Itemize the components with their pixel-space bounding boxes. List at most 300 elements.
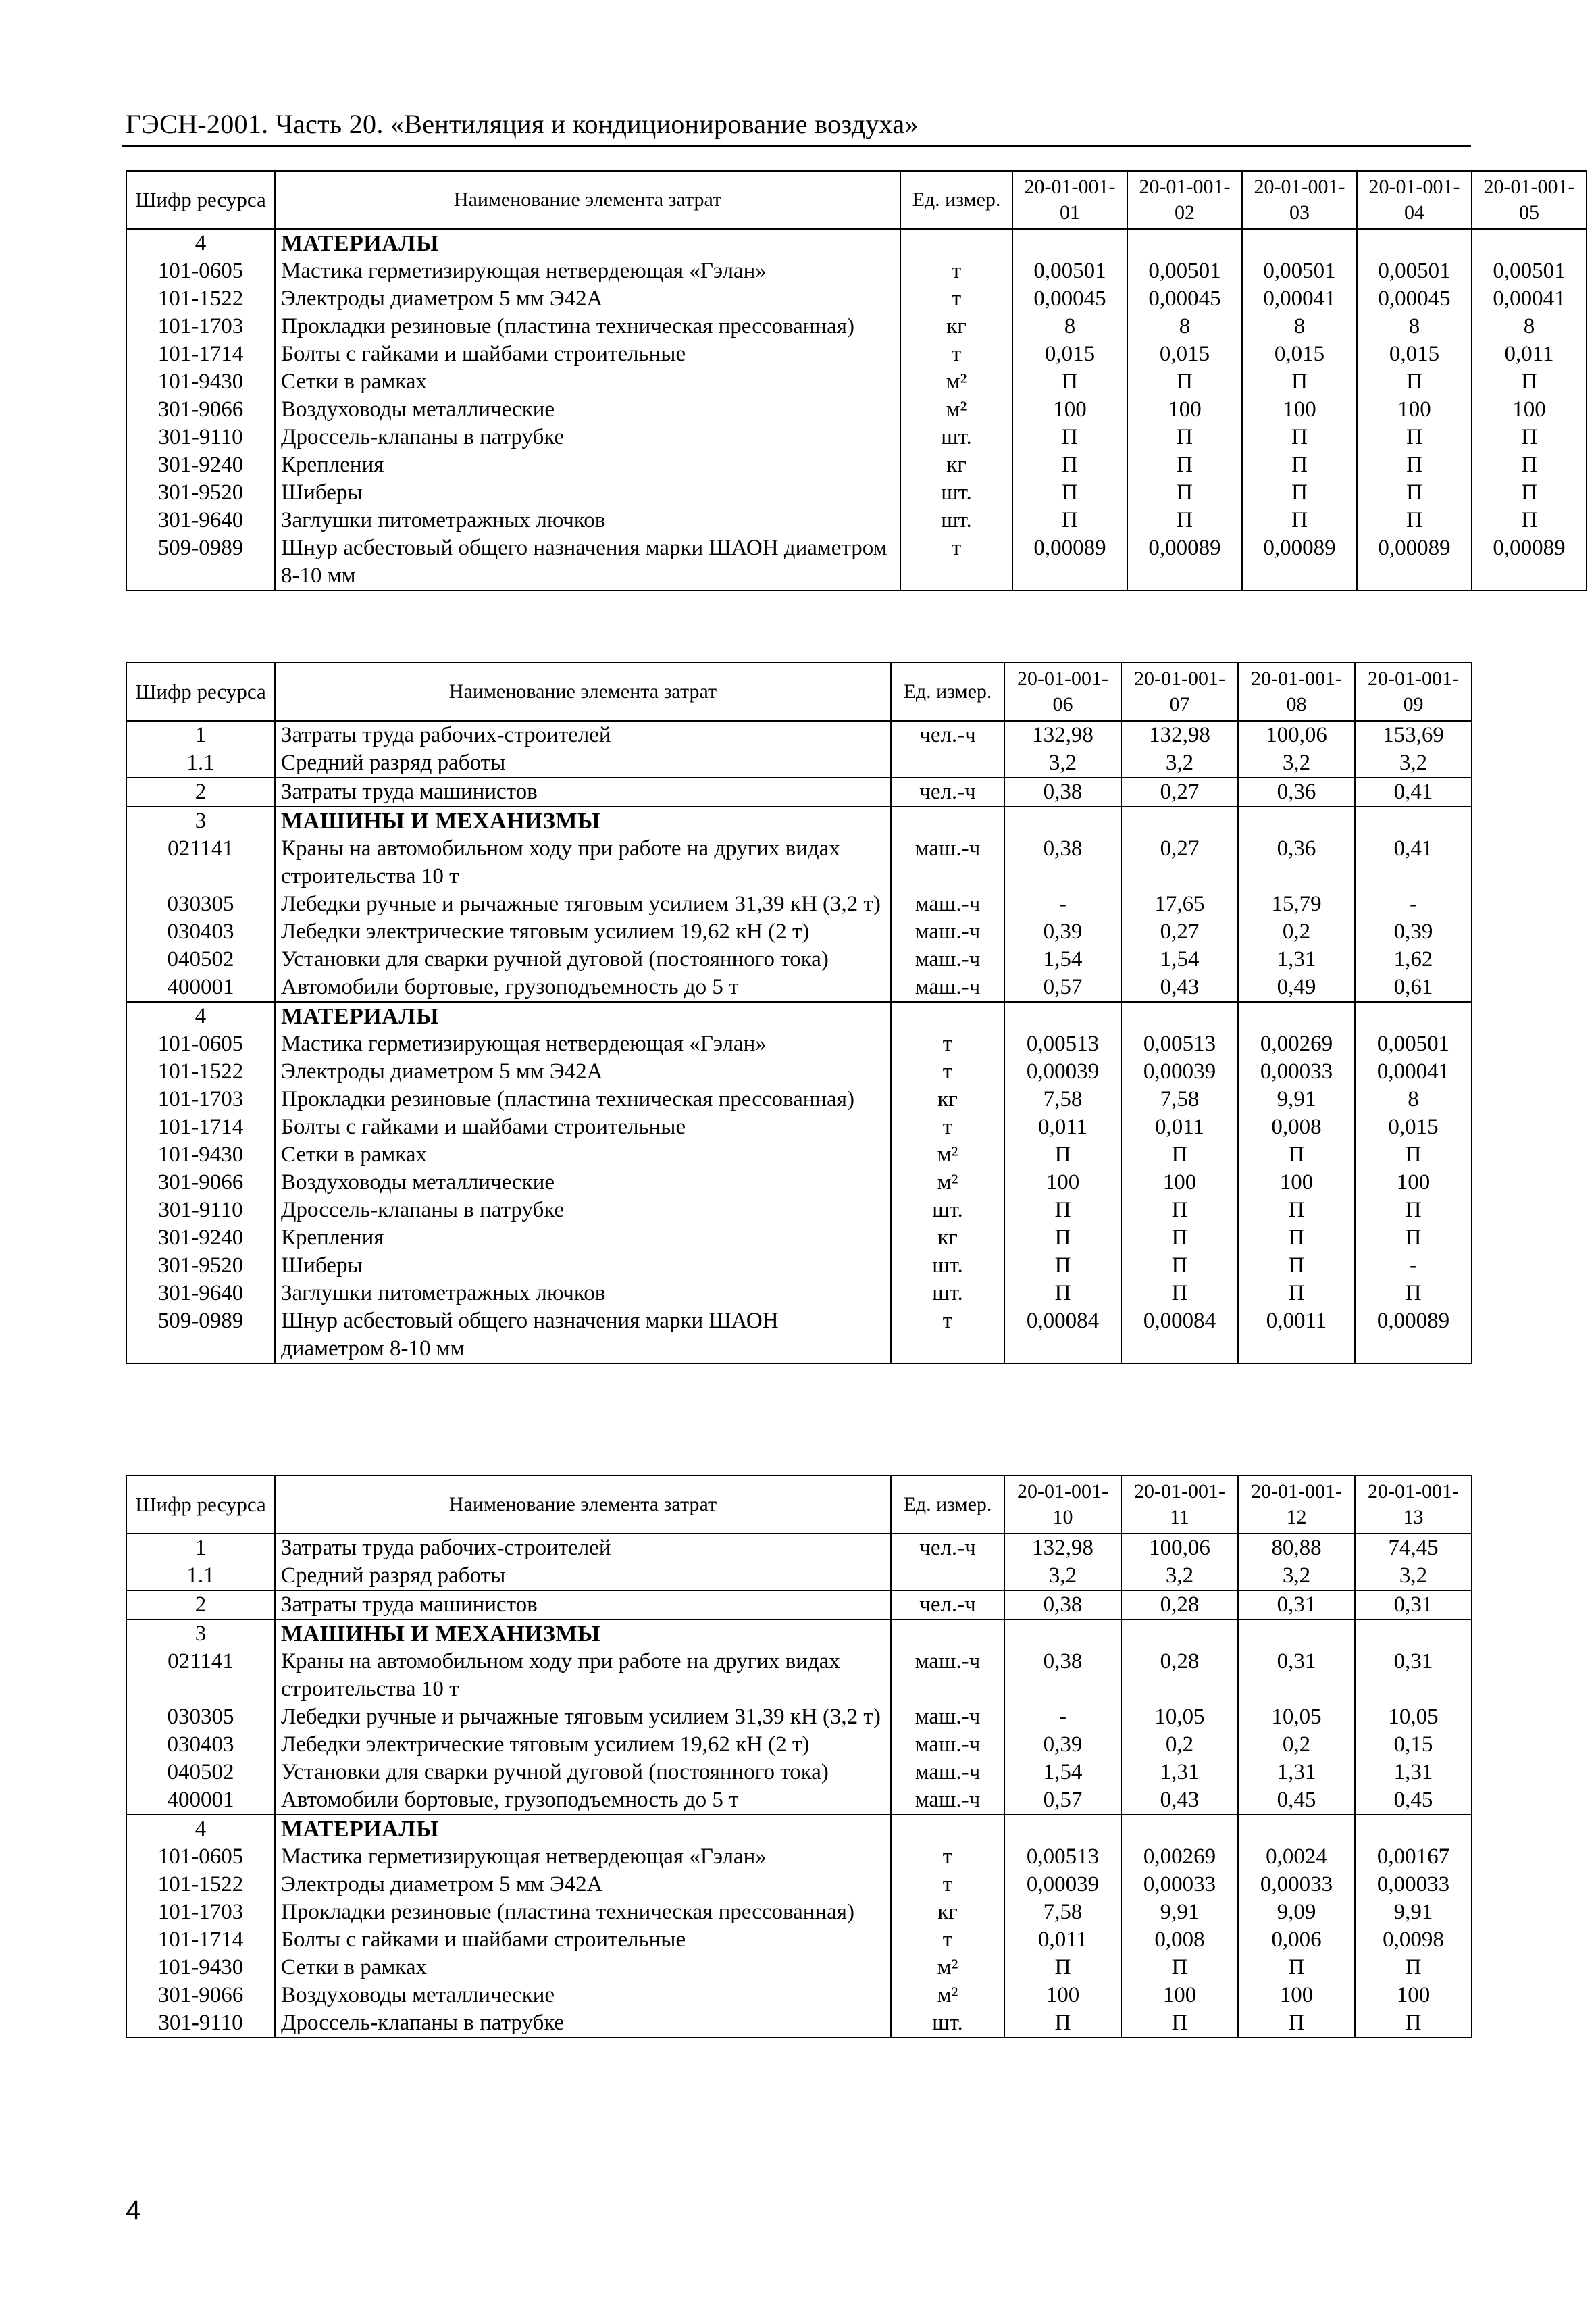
header-name: Наименование элемента затрат [275,1476,891,1534]
unit-cell: шт. [891,1197,1004,1224]
table-row [126,424,1587,451]
value-cell: 0,00501 [1127,257,1242,285]
value-cell: 9,91 [1238,1086,1355,1113]
table-row [126,479,1587,507]
unit-cell [900,229,1012,257]
unit-cell [891,807,1004,835]
value-cell: 80,88 [1238,1534,1355,1562]
resource-name: Воздуховоды металлические [275,396,900,424]
value-cell: П [1127,507,1242,534]
value-cell: 100 [1004,1982,1121,2009]
resource-name: Лебедки электрические тяговым усилием 19,62 кН (2 т) [275,1731,891,1759]
value-cell: П [1472,451,1587,479]
resource-code: 509-0989 [126,534,275,590]
value-cell: П [1357,451,1472,479]
header-norm-code: 20-01-001-06 [1004,663,1121,721]
value-cell: 0,57 [1004,974,1121,1002]
value-cell: - [1004,1703,1121,1731]
value-cell: 0,00089 [1472,534,1587,590]
value-cell: 0,00269 [1238,1030,1355,1058]
value-cell: 7,58 [1121,1086,1238,1113]
value-cell: 0,41 [1355,835,1472,890]
resource-code: 030403 [126,1731,275,1759]
unit-cell [891,749,1004,778]
resource-code: 2 [126,1590,275,1619]
value-cell: 0,00041 [1472,285,1587,313]
unit-cell: чел.-ч [891,721,1004,749]
value-cell [1121,1002,1238,1030]
table-row [126,1619,1472,1648]
resource-code: 101-0605 [126,1030,275,1058]
value-cell: 0,00045 [1012,285,1127,313]
value-cell: 9,91 [1355,1898,1472,1926]
unit-cell: м² [891,1141,1004,1169]
value-cell: 0,38 [1004,835,1121,890]
unit-cell: т [891,1030,1004,1058]
value-cell [1242,229,1357,257]
resource-name: Установки для сварки ручной дуговой (постоянного тока) [275,1759,891,1786]
resource-name: Крепления [275,1224,891,1252]
value-cell: 8 [1472,313,1587,341]
resource-name: Автомобили бортовые, грузоподъемность до 5 т [275,974,891,1002]
value-cell: 0,0011 [1238,1307,1355,1363]
value-cell: 3,2 [1238,1562,1355,1590]
unit-cell: кг [900,313,1012,341]
value-cell: 0,43 [1121,974,1238,1002]
value-cell: 100 [1238,1169,1355,1197]
table-row [126,1197,1472,1224]
table-row [126,835,1472,890]
table-row [126,451,1587,479]
section-title: МАТЕРИАЛЫ [275,1815,891,1843]
value-cell: 0,006 [1238,1926,1355,1954]
value-cell: П [1242,479,1357,507]
value-cell [1004,1002,1121,1030]
table-row [126,1898,1472,1926]
value-cell: 0,45 [1238,1786,1355,1815]
value-cell: 0,61 [1355,974,1472,1002]
value-cell: П [1121,1252,1238,1280]
resource-name: Дроссель-клапаны в патрубке [275,424,900,451]
table-row [126,257,1587,285]
resource-name: Шиберы [275,479,900,507]
value-cell: 0,31 [1238,1648,1355,1703]
value-cell: 100 [1357,396,1472,424]
value-cell: 0,39 [1355,918,1472,946]
value-cell [1012,229,1127,257]
value-cell: 3,2 [1004,749,1121,778]
value-cell [1355,1815,1472,1843]
resource-code: 301-9066 [126,1982,275,2009]
header-norm-code: 20-01-001-02 [1127,171,1242,229]
value-cell: 100 [1355,1982,1472,2009]
value-cell: 0,2 [1238,1731,1355,1759]
unit-cell [891,1815,1004,1843]
unit-cell [891,1619,1004,1648]
value-cell [1238,1002,1355,1030]
value-cell [1238,1815,1355,1843]
header-unit: Ед. измер. [891,663,1004,721]
value-cell: П [1238,1280,1355,1307]
resource-code: 301-9520 [126,1252,275,1280]
unit-cell: т [900,257,1012,285]
value-cell: П [1238,1141,1355,1169]
value-cell: П [1121,1954,1238,1982]
unit-cell: т [900,534,1012,590]
header-code: Шифр ресурса [126,663,275,721]
unit-cell: м² [891,1169,1004,1197]
table-row [126,2009,1472,2038]
header-name: Наименование элемента затрат [275,663,891,721]
table-row [126,1280,1472,1307]
resource-name: Электроды диаметром 5 мм Э42А [275,1871,891,1898]
value-cell: 0,00084 [1004,1307,1121,1363]
unit-cell: маш.-ч [891,1786,1004,1815]
resource-name: Автомобили бортовые, грузоподъемность до 5 т [275,1786,891,1815]
value-cell: 0,00045 [1127,285,1242,313]
header-norm-code: 20-01-001-07 [1121,663,1238,721]
value-cell: 0,43 [1121,1786,1238,1815]
value-cell: 0,008 [1121,1926,1238,1954]
table-row [126,1786,1472,1815]
materials-table-001-01-05 [126,170,1587,591]
value-cell: 0,015 [1357,341,1472,368]
unit-cell: маш.-ч [891,1703,1004,1731]
resource-code: 301-9240 [126,1224,275,1252]
unit-cell: т [891,1843,1004,1871]
header-norm-code: 20-01-001-04 [1357,171,1472,229]
value-cell: П [1127,479,1242,507]
resources-table-001-06-09 [126,662,1472,1364]
resource-name: Воздуховоды металлические [275,1169,891,1197]
value-cell: П [1242,507,1357,534]
table-row [126,1252,1472,1280]
resource-name: Затраты труда машинистов [275,778,891,807]
table-row [126,749,1472,778]
table-row [126,974,1472,1002]
table-row [126,1843,1472,1871]
value-cell: П [1238,1954,1355,1982]
value-cell: 0,00039 [1004,1058,1121,1086]
value-cell: 100 [1127,396,1242,424]
value-cell: 0,00084 [1121,1307,1238,1363]
value-cell: 8 [1012,313,1127,341]
resource-name: Краны на автомобильном ходу при работе на других видах строительства 10 т [275,1648,891,1703]
table-row [126,1815,1472,1843]
value-cell: 15,79 [1238,890,1355,918]
value-cell: 132,98 [1121,721,1238,749]
value-cell: 0,015 [1012,341,1127,368]
value-cell: 153,69 [1355,721,1472,749]
value-cell: П [1472,507,1587,534]
unit-cell: т [900,285,1012,313]
value-cell: 7,58 [1004,1086,1121,1113]
resource-code: 4 [126,1815,275,1843]
value-cell: 132,98 [1004,1534,1121,1562]
unit-cell [891,1562,1004,1590]
resource-code: 101-0605 [126,257,275,285]
value-cell: П [1355,1197,1472,1224]
resource-code: 040502 [126,1759,275,1786]
resource-name: Краны на автомобильном ходу при работе на других видах строительства 10 т [275,835,891,890]
value-cell: 100 [1121,1982,1238,2009]
value-cell: 0,2 [1121,1731,1238,1759]
unit-cell: кг [891,1224,1004,1252]
table-row [126,1759,1472,1786]
value-cell: 0,00039 [1121,1058,1238,1086]
value-cell [1121,1619,1238,1648]
table-row [126,1030,1472,1058]
resource-code: 301-9110 [126,2009,275,2038]
resource-name: Затраты труда рабочих-строителей [275,1534,891,1562]
header-norm-code: 20-01-001-09 [1355,663,1472,721]
value-cell: П [1004,1141,1121,1169]
value-cell: 9,09 [1238,1898,1355,1926]
table-row [126,313,1587,341]
value-cell: П [1121,1141,1238,1169]
resource-name: Болты с гайками и шайбами строительные [275,1113,891,1141]
value-cell: 0,36 [1238,778,1355,807]
unit-cell: маш.-ч [891,1648,1004,1703]
value-cell: 0,00513 [1004,1030,1121,1058]
value-cell: 0,008 [1238,1113,1355,1141]
resource-code: 101-1522 [126,1058,275,1086]
unit-cell: т [891,1113,1004,1141]
resource-name: Шиберы [275,1252,891,1280]
value-cell: 0,31 [1355,1590,1472,1619]
value-cell: П [1357,424,1472,451]
value-cell: 0,31 [1238,1590,1355,1619]
unit-cell: м² [891,1982,1004,2009]
value-cell: 10,05 [1355,1703,1472,1731]
unit-cell: шт. [900,424,1012,451]
resource-code: 101-9430 [126,1141,275,1169]
unit-cell: м² [900,368,1012,396]
value-cell: 3,2 [1121,749,1238,778]
unit-cell: т [891,1307,1004,1363]
unit-cell: маш.-ч [891,890,1004,918]
value-cell: П [1004,1197,1121,1224]
value-cell: 0,00089 [1355,1307,1472,1363]
table-row [126,1871,1472,1898]
value-cell: 100 [1355,1169,1472,1197]
value-cell: П [1012,479,1127,507]
value-cell [1004,1815,1121,1843]
resource-name: Шнур асбестовый общего назначения марки ШАОН диаметром 8-10 мм [275,1307,891,1363]
resource-name: Затраты труда рабочих-строителей [275,721,891,749]
resource-name: Лебедки электрические тяговым усилием 19,62 кН (2 т) [275,918,891,946]
value-cell: 1,31 [1355,1759,1472,1786]
resource-code: 3 [126,1619,275,1648]
value-cell: 0,39 [1004,1731,1121,1759]
value-cell: 0,36 [1238,835,1355,890]
value-cell: П [1012,451,1127,479]
unit-cell: чел.-ч [891,1590,1004,1619]
value-cell [1238,1619,1355,1648]
resource-name: Дроссель-клапаны в патрубке [275,1197,891,1224]
resource-name: Средний разряд работы [275,749,891,778]
value-cell: 0,38 [1004,778,1121,807]
value-cell: 8 [1357,313,1472,341]
value-cell: П [1355,1224,1472,1252]
unit-cell [891,1002,1004,1030]
value-cell: П [1355,1141,1472,1169]
unit-cell: шт. [900,479,1012,507]
resource-name: Мастика герметизирующая нетвердеющая «Гэлан» [275,1843,891,1871]
unit-cell: кг [891,1898,1004,1926]
value-cell: П [1242,368,1357,396]
value-cell: П [1355,1954,1472,1982]
value-cell: 0,015 [1127,341,1242,368]
value-cell: 0,2 [1238,918,1355,946]
value-cell: 3,2 [1355,749,1472,778]
resource-code: 101-9430 [126,1954,275,1982]
value-cell: 100 [1238,1982,1355,2009]
value-cell: 0,00041 [1242,285,1357,313]
value-cell [1357,229,1472,257]
value-cell [1127,229,1242,257]
value-cell: 0,49 [1238,974,1355,1002]
value-cell: П [1472,479,1587,507]
unit-cell: т [891,1926,1004,1954]
value-cell: П [1238,1224,1355,1252]
table-row [126,1058,1472,1086]
value-cell: П [1121,1280,1238,1307]
resource-code: 030403 [126,918,275,946]
resource-name: Прокладки резиновые (пластина техническая прессованная) [275,1086,891,1113]
table-row [126,1926,1472,1954]
value-cell: П [1357,479,1472,507]
header-unit: Ед. измер. [900,171,1012,229]
section-title: МАШИНЫ И МЕХАНИЗМЫ [275,1619,891,1648]
resource-name: Прокладки резиновые (пластина техническая прессованная) [275,313,900,341]
value-cell: 132,98 [1004,721,1121,749]
table-row [126,721,1472,749]
value-cell: 0,00501 [1357,257,1472,285]
resource-code: 101-1714 [126,1926,275,1954]
value-cell: 17,65 [1121,890,1238,918]
value-cell: П [1242,424,1357,451]
resource-code: 1 [126,721,275,749]
resource-name: Мастика герметизирующая нетвердеющая «Гэлан» [275,257,900,285]
table-row [126,1307,1472,1363]
resource-name: Установки для сварки ручной дуговой (постоянного тока) [275,946,891,974]
unit-cell: т [891,1058,1004,1086]
table-row [126,341,1587,368]
value-cell: 10,05 [1121,1703,1238,1731]
unit-cell: маш.-ч [891,946,1004,974]
header-code: Шифр ресурса [126,171,275,229]
table-row [126,1141,1472,1169]
table-header-row [126,1476,1472,1534]
table-row [126,285,1587,313]
unit-cell: шт. [891,2009,1004,2038]
value-cell: 7,58 [1004,1898,1121,1926]
value-cell: 3,2 [1355,1562,1472,1590]
resource-name: Прокладки резиновые (пластина техническая прессованная) [275,1898,891,1926]
table-header-row [126,171,1587,229]
header-norm-code: 20-01-001-03 [1242,171,1357,229]
unit-cell: т [900,341,1012,368]
page-number: 4 [126,2196,141,2225]
value-cell: 100 [1012,396,1127,424]
value-cell: 0,0098 [1355,1926,1472,1954]
unit-cell: шт. [900,507,1012,534]
value-cell: 8 [1127,313,1242,341]
table-row [126,807,1472,835]
table-row [126,1086,1472,1113]
value-cell: П [1004,1224,1121,1252]
resource-code: 301-9066 [126,396,275,424]
value-cell [1004,1619,1121,1648]
header-norm-code: 20-01-001-11 [1121,1476,1238,1534]
value-cell: П [1121,1197,1238,1224]
header-norm-code: 20-01-001-10 [1004,1476,1121,1534]
value-cell: 0,00513 [1121,1030,1238,1058]
page-header-title: ГЭСН-2001. Часть 20. «Вентиляция и кондиционирование воздуха» [126,109,919,139]
unit-cell: маш.-ч [891,1731,1004,1759]
value-cell: 0,011 [1121,1113,1238,1141]
value-cell: 1,31 [1238,946,1355,974]
value-cell: 100,06 [1238,721,1355,749]
value-cell: 0,31 [1355,1648,1472,1703]
value-cell: - [1004,890,1121,918]
resource-code: 4 [126,229,275,257]
resource-name: Сетки в рамках [275,1141,891,1169]
value-cell: 0,45 [1355,1786,1472,1815]
value-cell: П [1004,1252,1121,1280]
table-row [126,1590,1472,1619]
value-cell: - [1355,1252,1472,1280]
value-cell: П [1004,2009,1121,2038]
header-norm-code: 20-01-001-01 [1012,171,1127,229]
value-cell: 0,00501 [1012,257,1127,285]
value-cell: 0,00089 [1357,534,1472,590]
value-cell: 0,41 [1355,778,1472,807]
resource-code: 101-0605 [126,1843,275,1871]
value-cell: 0,15 [1355,1731,1472,1759]
table-row [126,778,1472,807]
unit-cell: т [891,1871,1004,1898]
value-cell: П [1238,1252,1355,1280]
value-cell: 0,015 [1242,341,1357,368]
resource-code: 400001 [126,974,275,1002]
value-cell [1121,1815,1238,1843]
value-cell: 0,011 [1004,1113,1121,1141]
value-cell: 0,00045 [1357,285,1472,313]
value-cell: П [1004,1280,1121,1307]
unit-cell: шт. [891,1252,1004,1280]
value-cell: 0,00513 [1004,1843,1121,1871]
value-cell: П [1012,368,1127,396]
value-cell: 0,00269 [1121,1843,1238,1871]
resource-name: Воздуховоды металлические [275,1982,891,2009]
table-row [126,1169,1472,1197]
value-cell: 74,45 [1355,1534,1472,1562]
value-cell: 0,00039 [1004,1871,1121,1898]
resource-name: Средний разряд работы [275,1562,891,1590]
value-cell: 0,28 [1121,1648,1238,1703]
table-row [126,946,1472,974]
table-row [126,1224,1472,1252]
resource-code: 3 [126,807,275,835]
value-cell: 0,015 [1355,1113,1472,1141]
value-cell: 0,38 [1004,1648,1121,1703]
value-cell: П [1472,424,1587,451]
header-norm-code: 20-01-001-13 [1355,1476,1472,1534]
value-cell: П [1012,507,1127,534]
table-row [126,1002,1472,1030]
